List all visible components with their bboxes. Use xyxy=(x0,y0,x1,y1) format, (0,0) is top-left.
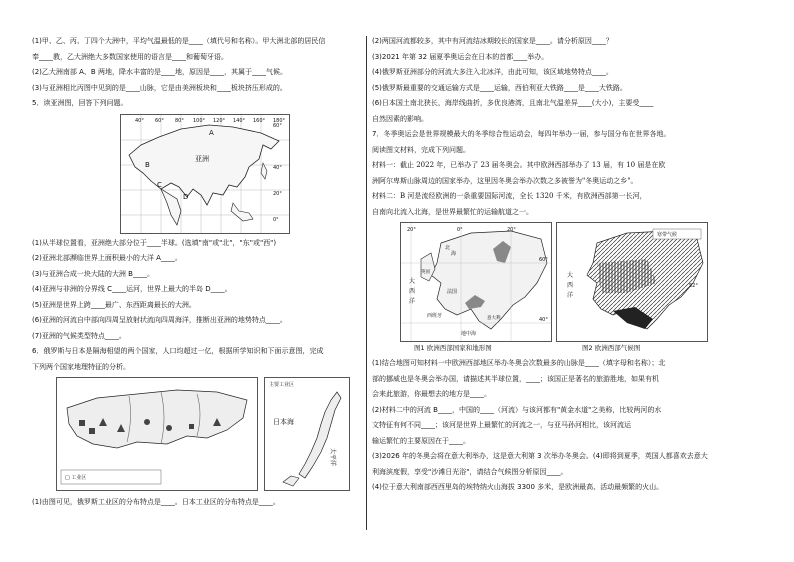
fig1-label: 大 xyxy=(409,278,416,285)
question-line: (6)日本国土南北狭长，海岸线曲折，多优良港湾，且南北气温差异____(大小)，主要受____ xyxy=(372,99,654,107)
material-line: 自南向北流入北海，是世界最繁忙的运输航道之一。 xyxy=(372,207,533,216)
map-asia-label: 亚洲 xyxy=(195,154,209,163)
lon-label: 100° xyxy=(193,117,206,124)
fig1-lat: 60° xyxy=(539,257,548,263)
question-line: (1)甲、乙、丙、丁四个大洲中，平均气温最低的是____（填代号和名称）。甲大洲北部的居民信 xyxy=(32,37,326,45)
fig2-label: 大 xyxy=(567,272,574,279)
question-line: 部的挪威也是冬奥会举办国，请描述其半球位置，____；该国正是著名的旅游胜地，如果有机 xyxy=(372,374,659,383)
russia-outline xyxy=(67,390,247,448)
question-line: (4)俄罗斯亚洲部分的河流大多注入北冰洋，由此可知，该区域地势特点____。 xyxy=(372,68,613,76)
question-line: 下列两个国家地理特征的分析。 xyxy=(32,362,130,371)
fig1-label: 洋 xyxy=(409,298,416,305)
question-line: (2)亚洲北部濒临世界上面积最小的大洋 A____。 xyxy=(32,254,182,262)
fig2-label: 寒带气候 xyxy=(657,232,678,238)
lon-label: 160° xyxy=(253,117,266,124)
question-line: 输运繁忙的主要原因在于____。 xyxy=(372,436,470,445)
question-line: (6)亚洲的河流自中部向四周呈放射状流向四周海洋，推断出亚洲的地势特点____。 xyxy=(32,316,287,324)
question-line: (3)与亚洲合成一块大陆的大洲 B____。 xyxy=(32,269,154,278)
europe-terrain-map xyxy=(400,222,552,342)
question-line: (4)亚洲与非洲的分界线 C____运河，世界上最大的半岛 D____。 xyxy=(32,285,232,293)
question-line: (1)结合地图可知材料一中欧洲西部地区举办冬奥会次数最多的山脉是____（填字母和名称）；北 xyxy=(372,359,666,367)
fig1-lon: 20° xyxy=(507,227,516,233)
question-line: (2)材料二中的河流 B____，中国的____（河流）与该河都有"黄金水道"之美称，比较两河的水 xyxy=(372,405,662,414)
question-line: (2)乙大洲南部 A、B 两地，降水丰富的是____地，原因是____，其属于____气候。 xyxy=(32,68,287,76)
fig1-label: 北 xyxy=(445,245,451,251)
question-line: 奉____教，乙大洲绝大多数国家使用的语言是____和葡萄牙语。 xyxy=(32,52,228,61)
russia-legend: □ 工业区 xyxy=(65,475,87,481)
lon-label: 120° xyxy=(213,117,226,124)
question-line: (7)亚洲的气候类型特点____。 xyxy=(32,331,126,340)
russia-map xyxy=(56,377,258,491)
fig2-lat: 52° xyxy=(689,283,698,289)
question-line: (3)2021 年第 32 届夏季奥运会在日本的首都____举办。 xyxy=(372,52,549,61)
map-letter-c: C xyxy=(157,180,162,189)
material-line: 洲阿尔卑斯山脉周边的国家举办，这里因冬奥会举办次数之多被誉为"冬奥运动之乡"。 xyxy=(372,176,638,185)
fig2-label: 洋 xyxy=(567,292,574,299)
fig1-lon: 0° xyxy=(457,227,463,233)
question-line: 会来此旅游，你最想去的地方是____。 xyxy=(372,390,491,398)
fig1-label: 法国 xyxy=(447,289,458,295)
lat-label: 60° xyxy=(273,122,282,129)
lat-label: 40° xyxy=(273,164,282,171)
question-line: (3)2026 年的冬奥会将在意大利举办，这是意大利第 3 次举办冬奥会。(4)即将到夏季，英国人都喜欢去意大 xyxy=(372,452,708,460)
fig1-label: 西班牙 xyxy=(427,313,443,319)
lon-label: 40° xyxy=(135,117,144,124)
material-line: 材料二：B 河是流经欧洲的一条重要国际河流，全长 1320 千米，有欧洲西部第一长河， xyxy=(372,192,647,200)
lon-label: 180° xyxy=(273,117,286,124)
left-column xyxy=(32,36,360,513)
fig1-caption: 图1 欧洲西部国家和地形图 xyxy=(414,344,492,352)
right-column xyxy=(372,36,764,498)
fig1-label: 英国 xyxy=(421,270,430,275)
africa-outline xyxy=(161,189,181,225)
question-line: 自然因素的影响。 xyxy=(372,114,428,123)
fig1-label: 海 xyxy=(451,251,457,257)
map-letter-b: B xyxy=(145,160,150,169)
question-title: 5．读亚洲图，回答下列问题。 xyxy=(32,99,128,107)
kyushu-outline xyxy=(283,476,299,486)
question-line: (1)由图可见，俄罗斯工业区的分布特点是____。日本工业区的分布特点是____。 xyxy=(32,498,280,506)
question-line: 阅读图文材料，完成下列问题。 xyxy=(372,145,470,154)
question-line: (5)亚洲是世界上跨____最广、东西距离最长的大洲。 xyxy=(32,300,196,309)
lon-label: 140° xyxy=(233,117,246,124)
lon-label: 60° xyxy=(155,117,164,124)
question-line: 利海滨度假，享受"沙滩日光浴"，请结合气候图分析原因____。 xyxy=(372,467,568,476)
japan-outline xyxy=(261,163,267,179)
asia-map xyxy=(120,114,290,234)
europe-climate-map xyxy=(556,222,708,342)
question-line: (4)位于意大利南部西西里岛的埃特纳火山海拔 3300 多米，是欧洲最高、活动最频繁的火山。 xyxy=(372,483,664,491)
fig2-label: 西 xyxy=(567,282,574,289)
sea-of-japan-label: 日本海 xyxy=(273,418,294,426)
question-title: 7．冬季奥运会是世界规模最大的冬季综合性运动会，每四年举办一届，参与国分布在世界各地。 xyxy=(372,130,671,138)
column-divider xyxy=(366,36,367,530)
fig2-caption: 图2 欧洲西部气候图 xyxy=(582,344,641,352)
map-letter-d: D xyxy=(183,192,189,201)
russia-japan-maps xyxy=(56,377,348,493)
question-line: (3)与亚洲相比丙图中见到的是____山脉，它是由美洲板块和____板块挤压形成的。 xyxy=(32,83,287,92)
lon-label: 80° xyxy=(175,117,184,124)
europe-figures xyxy=(372,222,764,354)
japan-map xyxy=(264,377,350,491)
fig1-label: 意大利 xyxy=(487,316,501,321)
fig1-label: 西 xyxy=(409,288,416,295)
fig1-lat: 40° xyxy=(539,317,548,323)
fig1-label: 地中海 xyxy=(461,331,477,337)
lat-label: 20° xyxy=(273,190,282,197)
question-line: (2)两国河流都较多，其中有河流结冰期较长的国家是____。请分析原因____？ xyxy=(372,37,613,45)
islands-outline xyxy=(231,203,253,221)
question-line: (1)从半球位置看，亚洲绝大部分位于____半球。(选填"南"或"北"，"东"或"西") xyxy=(32,238,277,247)
question-line: 6．俄罗斯与日本是隔海相望的两个国家，人口均超过一亿，根据所学知识和下面示意图，完成 xyxy=(32,347,324,355)
japan-map-title: 主要工业区 xyxy=(269,382,295,388)
lat-label: 0° xyxy=(273,216,279,223)
question-line: (5)俄罗斯最重要的交通运输方式是____运输，西伯利亚大铁路____是____大铁路。 xyxy=(372,83,627,92)
material-line: 材料一：截止 2022 年，已举办了 23 届冬奥会。其中欧洲西部举办了 13 届，有 10 届是在欧 xyxy=(372,161,666,169)
pacific-label: 太平洋 xyxy=(329,448,336,467)
fig1-lon: 20° xyxy=(407,227,416,233)
map-letter-a: A xyxy=(209,128,214,137)
question-line: 文特征有何不同____；该河是世界上最繁忙的河流之一，与亚马孙河相比，该河流运 xyxy=(372,421,631,429)
